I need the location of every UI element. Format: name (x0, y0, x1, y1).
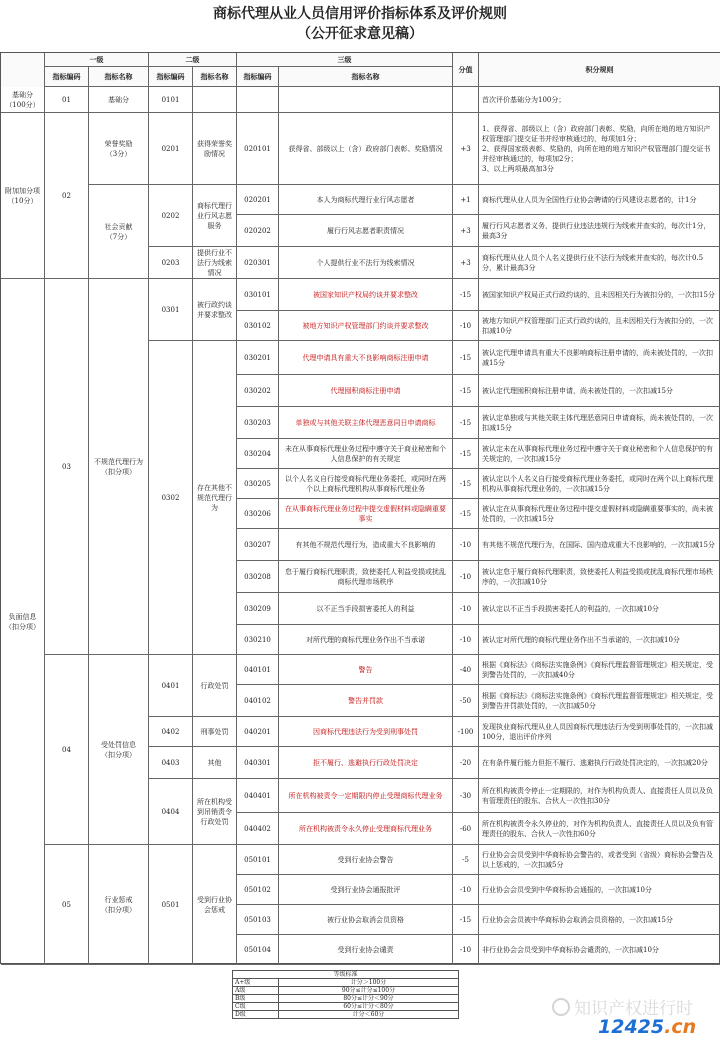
table-cell: 社会贡献 （7分） (89, 185, 149, 279)
table-cell: 被认定未在从事商标代理业务过程中遵守关于商业秘密和个人信息保护的有关规定的，一次扣减15分 (479, 439, 720, 469)
table-cell: 所在机构被责令永久停业的，对作为机构负责人、直接责任人员以及负有管理责任的股东、合伙人一次性扣60分 (479, 813, 720, 845)
table-cell: 代理申请具有重大不良影响商标注册申请 (279, 341, 453, 375)
table-cell: -30 (453, 779, 479, 813)
grade-range: 90分≤计分≤100分 (279, 987, 459, 995)
table-cell: 受到行业协会惩戒 (193, 845, 237, 965)
table-cell: 所在机构被责令一定期限内停止受理商标代理业务 (279, 779, 453, 813)
table-cell: 所在机构被责令停止一定期限的，对作为机构负责人、直接责任人员以及负有管理责任的股东、合伙人一次性扣30分 (479, 779, 720, 813)
table-cell: 本人为商标代理行业行风志愿者 (279, 185, 453, 215)
table-cell: 0203 (149, 247, 193, 279)
table-cell: 03 (45, 279, 89, 655)
table-cell: 0202 (149, 185, 193, 247)
table-cell: 警告 (279, 655, 453, 685)
table-cell: 030204 (237, 439, 279, 469)
table-cell: 040402 (237, 813, 279, 845)
table-cell: 被国家知识产权局正式行政约谈的，且未因相关行为被扣分的，一次扣15分 (479, 279, 720, 311)
indicator-table (0, 52, 720, 964)
table-cell: 根据《商标法》《商标法实施条例》《商标代理监督管理规定》相关规定，受到警告并罚款处罚的，一次扣减50分 (479, 685, 720, 717)
table-cell: 020201 (237, 185, 279, 215)
table-cell: 基础分 （100分） (1, 87, 45, 113)
table-cell: 030102 (237, 311, 279, 341)
table-cell: 受到行业协会谴责 (279, 935, 453, 965)
table-cell: 030209 (237, 593, 279, 625)
table-cell: 所在机构被责令永久停止受理商标代理业务 (279, 813, 453, 845)
table-cell: 行业协会会员被中华商标协会取消会员资格的，一次扣减15分 (479, 905, 720, 935)
header-score: 分值 (453, 53, 479, 87)
table-cell: 050103 (237, 905, 279, 935)
grade-label: A+级 (233, 979, 279, 987)
site-logo (598, 1016, 696, 1038)
table-cell: 被地方知识产权管理部门约谈并要求整改 (279, 311, 453, 341)
table-cell: -10 (453, 875, 479, 905)
table-cell: 0501 (149, 845, 193, 965)
table-cell: 拒不履行、逃避执行行政处罚决定 (279, 747, 453, 779)
table-cell (237, 87, 279, 113)
table-cell: 提供行业不法行为线索情况 (193, 247, 237, 279)
table-cell: 非行业协会会员受到中华商标协会谴责的，一次扣减10分 (479, 935, 720, 965)
table-cell (279, 87, 453, 113)
header-blank (1, 53, 45, 87)
table-cell: 04 (45, 655, 89, 845)
table-cell: 040401 (237, 779, 279, 813)
table-cell: +3 (453, 113, 479, 185)
table-cell: 履行行风志愿者义务，提供行业违法违规行为线索并查实的，每次计1分，最高3分 (479, 215, 720, 247)
table-cell: 030202 (237, 375, 279, 407)
table-cell: 有其他不规范代理行为，造成重大不良影响的 (279, 529, 453, 561)
table-cell: 被地方知识产权管理部门正式行政约谈的，且未因相关行为被扣分的，一次扣减10分 (479, 311, 720, 341)
table-cell: 商标代理从业人员为全国性行业协会聘请的行风建设志愿者的，计1分 (479, 185, 720, 215)
grade-label: D级 (233, 1011, 279, 1019)
table-cell: -15 (453, 499, 479, 529)
title-line-2: （公开征求意见稿） (297, 26, 423, 42)
table-cell: -20 (453, 747, 479, 779)
header-name3: 指标名称 (279, 67, 453, 87)
header-name1: 指标名称 (89, 67, 149, 87)
table-cell: 被认定怠于履行商标代理职责，致使委托人利益受损或扰乱商标代理市场秩序的，一次扣减10分 (479, 561, 720, 593)
table-cell: 刑事处罚 (193, 717, 237, 747)
wechat-icon (552, 998, 570, 1016)
table-cell: -100 (453, 717, 479, 747)
table-cell: -10 (453, 561, 479, 593)
header-code2: 指标编码 (149, 67, 193, 87)
table-cell: +3 (453, 247, 479, 279)
document-title (0, 4, 720, 44)
table-cell: 030208 (237, 561, 279, 593)
table-cell: 被认定以不正当手段损害委托人的利益的，一次扣减10分 (479, 593, 720, 625)
table-cell: 被认定以个人名义自行接受商标代理业务委托，或同时在两个以上商标代理机构从事商标代理业务的，一次扣减15分 (479, 469, 720, 499)
table-cell: 基础分 (89, 87, 149, 113)
table-cell: 020202 (237, 215, 279, 247)
table-cell: 荣誉奖励 （3分） (89, 113, 149, 185)
table-cell: 存在其他不规范代理行为 (193, 341, 237, 655)
table-cell: 受处罚信息 （扣分项） (89, 655, 149, 845)
table-cell: 怠于履行商标代理职责，致使委托人利益受损或扰乱商标代理市场秩序 (279, 561, 453, 593)
header-rule: 积分规则 (479, 53, 720, 87)
grade-table-title: 等级标准 (233, 971, 459, 979)
table-cell: 020101 (237, 113, 279, 185)
table-cell: 个人提供行业不法行为线索情况 (279, 247, 453, 279)
table-cell: 在有条件履行能力但拒不履行、逃避执行行政处罚决定的，一次扣减20分 (479, 747, 720, 779)
table-cell: 040301 (237, 747, 279, 779)
grade-range: 计分＞100分 (279, 979, 459, 987)
table-cell: 030203 (237, 407, 279, 439)
table-cell: 030205 (237, 469, 279, 499)
table-cell: -10 (453, 311, 479, 341)
table-cell (193, 87, 237, 113)
table-cell: 获得省、部级以上（含）政府部门表彰、奖励情况 (279, 113, 453, 185)
site-logo-suffix: .cn (664, 1016, 697, 1038)
table-cell: -10 (453, 625, 479, 655)
table-cell: 030210 (237, 625, 279, 655)
table-cell: 被行政约谈并要求整改 (193, 279, 237, 341)
table-cell: -10 (453, 935, 479, 965)
grade-label: C级 (233, 1003, 279, 1011)
table-cell: 因商标代理违法行为受到刑事处罚 (279, 717, 453, 747)
table-cell: 附加加分项 （10分） (1, 113, 45, 279)
table-cell (453, 87, 479, 113)
table-cell: 警告并罚款 (279, 685, 453, 717)
site-logo-number: 12425 (598, 1016, 665, 1038)
table-cell: -50 (453, 685, 479, 717)
table-cell: +1 (453, 185, 479, 215)
grade-range: 计分＜60分 (279, 1011, 459, 1019)
table-cell: 0403 (149, 747, 193, 779)
table-cell: 被认定代理申请具有重大不良影响商标注册申请的，尚未被处罚的，一次扣减15分 (479, 341, 720, 375)
table-cell: 0401 (149, 655, 193, 717)
table-cell: 02 (45, 113, 89, 279)
table-cell: 05 (45, 845, 89, 965)
table-cell: -15 (453, 407, 479, 439)
table-cell: -15 (453, 439, 479, 469)
table-cell: -5 (453, 845, 479, 875)
grade-standard-table (232, 970, 459, 1019)
table-cell: 050104 (237, 935, 279, 965)
grade-label: A级 (233, 987, 279, 995)
header-code1: 指标编码 (45, 67, 89, 87)
table-cell: -15 (453, 905, 479, 935)
table-cell: 030201 (237, 341, 279, 375)
table-cell: 发现执业商标代理从业人员因商标代理违法行为受到刑事处罚的，一次扣减100分，退出评价序列 (479, 717, 720, 747)
table-cell: 050102 (237, 875, 279, 905)
table-cell: 商标代理从业人员个人名义提供行业不法行为线索并查实的，每次计0.5分，累计最高3分 (479, 247, 720, 279)
table-cell: 所在机构受到吊销责令行政处罚 (193, 779, 237, 845)
table-cell: 1、获得省、部级以上（含）政府部门表彰、奖励，向所在地的地方知识产权管理部门提交证书并经审核通过的，每项加1分； 2、获得国家级表彰、奖励的，向所在地的地方知识产权管理部门提交证书并经审核通过的，每项加2分； 3、以上两项最高加3分 (479, 113, 720, 185)
table-cell: 0101 (149, 87, 193, 113)
grade-range: 80分≤计分＜90分 (279, 995, 459, 1003)
table-cell: 商标代理行业行风志愿服务 (193, 185, 237, 247)
table-cell: 负面信息 （扣分项） (1, 279, 45, 965)
table-cell: 受到行业协会警告 (279, 845, 453, 875)
table-cell: 行政处罚 (193, 655, 237, 717)
header-code3: 指标编码 (237, 67, 279, 87)
table-cell: 被认定对所代理的商标代理业务作出不当承诺的，一次扣减10分 (479, 625, 720, 655)
header-name2: 指标名称 (193, 67, 237, 87)
title-line-1: 商标代理从业人员信用评价指标体系及评价规则 (213, 6, 507, 22)
table-cell: 其他 (193, 747, 237, 779)
table-cell: 050101 (237, 845, 279, 875)
table-cell: 0301 (149, 279, 193, 341)
table-cell: 在从事商标代理业务过程中提交虚假材料或隐瞒重要事实 (279, 499, 453, 529)
table-cell: +3 (453, 215, 479, 247)
table-cell: -60 (453, 813, 479, 845)
table-cell: 020301 (237, 247, 279, 279)
table-cell: 被认定在从事商标代理业务过程中提交虚假材料或隐瞒重要事实的，尚未被处罚的，一次扣减15分 (479, 499, 720, 529)
table-cell: 行业协会会员受到中华商标协会警告的，或者受到（省级）商标协会警告及以上惩戒的，一次扣减5分 (479, 845, 720, 875)
table-cell: 040101 (237, 655, 279, 685)
table-cell: 030206 (237, 499, 279, 529)
table-cell: 单独或与其他关联主体代理恶意同日申请商标 (279, 407, 453, 439)
table-cell: 行业协会会员受到中华商标协会通报的，一次扣减10分 (479, 875, 720, 905)
table-cell: -15 (453, 279, 479, 311)
table-cell: 被认定单独或与其他关联主体代理恶意同日申请商标，尚未被处罚的，一次扣减15分 (479, 407, 720, 439)
table-cell: 0201 (149, 113, 193, 185)
header-level2: 二级 (149, 53, 237, 67)
table-cell: 代理囤积商标注册申请 (279, 375, 453, 407)
table-cell: 01 (45, 87, 89, 113)
table-cell: 0402 (149, 717, 193, 747)
table-cell: 行业惩戒 （扣分项） (89, 845, 149, 965)
table-cell: 030101 (237, 279, 279, 311)
table-cell: 首次评价基础分为100分； (479, 87, 720, 113)
table-cell: -15 (453, 469, 479, 499)
table-cell: -10 (453, 593, 479, 625)
table-cell: 获得荣誉奖励情况 (193, 113, 237, 185)
table-cell: 030207 (237, 529, 279, 561)
table-cell: 不规范代理行为 （扣分项） (89, 279, 149, 655)
table-cell: 040201 (237, 717, 279, 747)
table-cell: -15 (453, 375, 479, 407)
table-cell: 受到行业协会通报批评 (279, 875, 453, 905)
table-cell: 履行行风志愿者职责情况 (279, 215, 453, 247)
table-cell: 被行业协会取消会员资格 (279, 905, 453, 935)
table-cell: 对所代理的商标代理业务作出不当承诺 (279, 625, 453, 655)
table-cell: -40 (453, 655, 479, 685)
header-level3: 三级 (237, 53, 453, 67)
table-cell: 0404 (149, 779, 193, 845)
table-cell: -10 (453, 529, 479, 561)
table-cell: 根据《商标法》《商标法实施条例》《商标代理监督管理规定》相关规定，受到警告处罚的，一次扣减40分 (479, 655, 720, 685)
table-cell: 被认定代理囤积商标注册申请，尚未被处罚的，一次扣减15分 (479, 375, 720, 407)
table-cell: -15 (453, 341, 479, 375)
grade-range: 60分≤计分＜80分 (279, 1003, 459, 1011)
table-cell: 有其他不规范代理行为，在国际、国内造成重大不良影响的，一次扣减15分 (479, 529, 720, 561)
watermark-text: 知识产权进行时 (574, 999, 693, 1019)
table-cell: 被国家知识产权局约谈并要求整改 (279, 279, 453, 311)
table-cell: 以不正当手段损害委托人的利益 (279, 593, 453, 625)
header-level1: 一级 (45, 53, 149, 67)
table-cell: 040102 (237, 685, 279, 717)
grade-label: B级 (233, 995, 279, 1003)
table-cell: 0302 (149, 341, 193, 655)
table-cell: 以个人名义自行接受商标代理业务委托，或同时在两个以上商标代理机构从事商标代理业务 (279, 469, 453, 499)
table-cell: 未在从事商标代理业务过程中遵守关于商业秘密和个人信息保护的有关规定 (279, 439, 453, 469)
